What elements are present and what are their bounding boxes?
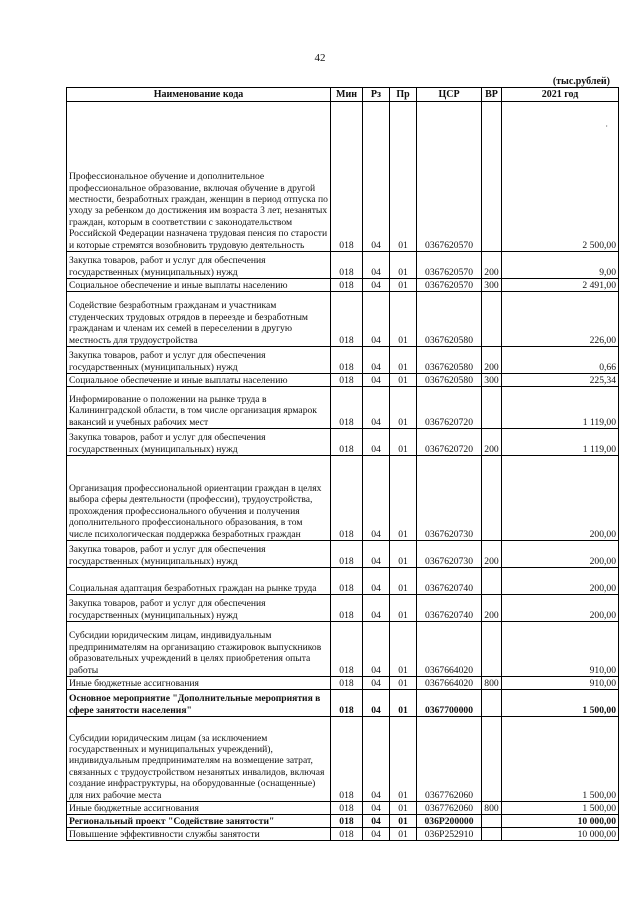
row-amount: 910,00 xyxy=(502,622,619,677)
row-csr: 036P252910 xyxy=(417,828,482,841)
row-vr xyxy=(482,717,502,802)
row-min: 018 xyxy=(331,717,363,802)
row-amount: 10 000,00 xyxy=(502,828,619,841)
row-amount: 10 000,00 xyxy=(502,815,619,828)
units-label: (тыс.рублей) xyxy=(552,76,610,87)
row-rz: 04 xyxy=(363,279,390,292)
table-row xyxy=(67,102,619,252)
row-min: 018 xyxy=(331,374,363,387)
row-min: 018 xyxy=(331,828,363,841)
row-name: Закупка товаров, работ и услуг для обеспечения государственных (муниципальных) нужд xyxy=(67,252,331,279)
row-vr xyxy=(482,456,502,541)
row-vr: 800 xyxy=(482,677,502,690)
row-amount: 1 500,00 xyxy=(502,717,619,802)
row-csr: 0367620740 xyxy=(417,568,482,595)
table-row xyxy=(67,717,619,802)
row-vr xyxy=(482,828,502,841)
row-vr xyxy=(482,690,502,717)
row-name: Закупка товаров, работ и услуг для обеспечения государственных (муниципальных) нужд xyxy=(67,541,331,568)
row-pr: 01 xyxy=(390,802,417,815)
row-rz: 04 xyxy=(363,815,390,828)
row-name: Закупка товаров, работ и услуг для обеспечения государственных (муниципальных) нужд xyxy=(67,347,331,374)
row-amount: 200,00 xyxy=(502,568,619,595)
header-csr: ЦСР xyxy=(417,88,482,102)
header-name: Наименование кода xyxy=(67,88,331,102)
row-name: Иные бюджетные ассигнования xyxy=(67,802,331,815)
row-name: Социальное обеспечение и иные выплаты населению xyxy=(67,374,331,387)
row-vr: 200 xyxy=(482,541,502,568)
row-csr: 0367620580 xyxy=(417,347,482,374)
row-pr: 01 xyxy=(390,292,417,347)
row-vr xyxy=(482,568,502,595)
table-row xyxy=(67,347,619,374)
row-pr: 01 xyxy=(390,541,417,568)
row-rz: 04 xyxy=(363,568,390,595)
row-csr: 0367620730 xyxy=(417,456,482,541)
row-amount: 200,00 xyxy=(502,456,619,541)
table-row xyxy=(67,456,619,541)
header-pr: Пр xyxy=(390,88,417,102)
row-csr: 0367620570 xyxy=(417,252,482,279)
row-rz: 04 xyxy=(363,690,390,717)
stray-mark: · xyxy=(605,122,608,131)
row-name: Субсидии юридическим лицам, индивидуальным предпринимателям на организацию стажировок выпускников образовательных учреждений в целях приобретения опыта работы xyxy=(67,622,331,677)
row-vr: 200 xyxy=(482,252,502,279)
row-min: 018 xyxy=(331,292,363,347)
table-row xyxy=(67,677,619,690)
row-pr: 01 xyxy=(390,387,417,429)
row-name: Социальное обеспечение и иные выплаты населению xyxy=(67,279,331,292)
row-name: Основное мероприятие "Дополнительные мероприятия в сфере занятости населения" xyxy=(67,690,331,717)
row-csr: 0367700000 xyxy=(417,690,482,717)
row-min: 018 xyxy=(331,815,363,828)
row-amount: 1 500,00 xyxy=(502,690,619,717)
row-name: Содействие безработным гражданам и участникам студенческих трудовых отрядов в переезде и безработным гражданам и членам их семей в переселении в другую местность для трудоустройства xyxy=(67,292,331,347)
row-min: 018 xyxy=(331,541,363,568)
row-pr: 01 xyxy=(390,252,417,279)
row-pr: 01 xyxy=(390,374,417,387)
row-name: Закупка товаров, работ и услуг для обеспечения государственных (муниципальных) нужд xyxy=(67,429,331,456)
row-min: 018 xyxy=(331,102,363,252)
row-rz: 04 xyxy=(363,541,390,568)
row-pr: 01 xyxy=(390,102,417,252)
row-csr: 0367620740 xyxy=(417,595,482,622)
row-amount: 225,34 xyxy=(502,374,619,387)
row-name: Региональный проект "Содействие занятости" xyxy=(67,815,331,828)
row-min: 018 xyxy=(331,456,363,541)
row-name: Иные бюджетные ассигнования xyxy=(67,677,331,690)
row-csr: 0367620580 xyxy=(417,292,482,347)
row-amount: 1 119,00 xyxy=(502,429,619,456)
table-row xyxy=(67,828,619,841)
row-pr: 01 xyxy=(390,429,417,456)
row-csr: 036P200000 xyxy=(417,815,482,828)
row-min: 018 xyxy=(331,622,363,677)
row-rz: 04 xyxy=(363,292,390,347)
row-rz: 04 xyxy=(363,102,390,252)
row-name: Профессиональное обучение и дополнительное профессиональное образование, включая обучение в другой местности, безработных граждан, женщин в период отпуска по уходу за ребенком до достижения им возраста 3 лет, незанятых граждан, которым в соответствии с законодательством Российской Федерации назначена трудовая пенсия по старости и которые стремятся возобновить трудовую деятельность xyxy=(67,102,331,252)
row-name: Повышение эффективности службы занятости xyxy=(67,828,331,841)
table-row xyxy=(67,622,619,677)
row-vr xyxy=(482,815,502,828)
row-vr: 800 xyxy=(482,802,502,815)
row-csr: 0367664020 xyxy=(417,622,482,677)
row-csr: 0367620730 xyxy=(417,541,482,568)
row-rz: 04 xyxy=(363,347,390,374)
row-amount: 0,66 xyxy=(502,347,619,374)
table-row xyxy=(67,568,619,595)
row-pr: 01 xyxy=(390,622,417,677)
row-csr: 0367620570 xyxy=(417,102,482,252)
row-csr: 0367620580 xyxy=(417,374,482,387)
table-row xyxy=(67,802,619,815)
row-min: 018 xyxy=(331,279,363,292)
row-min: 018 xyxy=(331,347,363,374)
row-amount: 2 500,00 xyxy=(502,102,619,252)
row-rz: 04 xyxy=(363,387,390,429)
row-vr: 300 xyxy=(482,279,502,292)
row-vr xyxy=(482,622,502,677)
row-vr: 200 xyxy=(482,429,502,456)
table-row xyxy=(67,815,619,828)
row-vr xyxy=(482,387,502,429)
row-pr: 01 xyxy=(390,279,417,292)
row-rz: 04 xyxy=(363,802,390,815)
row-pr: 01 xyxy=(390,815,417,828)
budget-table xyxy=(66,87,619,841)
table-header-row xyxy=(67,88,619,102)
row-amount: 1 500,00 xyxy=(502,802,619,815)
row-csr: 0367620720 xyxy=(417,429,482,456)
header-year: 2021 год xyxy=(502,88,619,102)
table-row xyxy=(67,690,619,717)
row-min: 018 xyxy=(331,677,363,690)
row-csr: 0367664020 xyxy=(417,677,482,690)
row-pr: 01 xyxy=(390,717,417,802)
row-min: 018 xyxy=(331,802,363,815)
row-rz: 04 xyxy=(363,717,390,802)
header-vr: ВР xyxy=(482,88,502,102)
table-row xyxy=(67,429,619,456)
table-row xyxy=(67,541,619,568)
row-amount: 226,00 xyxy=(502,292,619,347)
row-amount: 910,00 xyxy=(502,677,619,690)
row-pr: 01 xyxy=(390,456,417,541)
header-min: Мин xyxy=(331,88,363,102)
row-csr: 0367762060 xyxy=(417,802,482,815)
row-vr: 300 xyxy=(482,374,502,387)
row-rz: 04 xyxy=(363,595,390,622)
header-rz: Рз xyxy=(363,88,390,102)
row-rz: 04 xyxy=(363,456,390,541)
row-min: 018 xyxy=(331,568,363,595)
row-rz: 04 xyxy=(363,677,390,690)
row-amount: 200,00 xyxy=(502,541,619,568)
row-rz: 04 xyxy=(363,429,390,456)
row-name: Субсидии юридическим лицам (за исключением государственных и муниципальных учреждений), индивидуальным предпринимателям на возмещение затрат, связанных с трудоустройством незанятых инвалидов, включая создание инфраструктуры, на оборудованные (оснащенные) для них рабочие места xyxy=(67,717,331,802)
row-amount: 9,00 xyxy=(502,252,619,279)
row-csr: 0367620570 xyxy=(417,279,482,292)
row-min: 018 xyxy=(331,595,363,622)
row-pr: 01 xyxy=(390,595,417,622)
row-pr: 01 xyxy=(390,690,417,717)
row-rz: 04 xyxy=(363,374,390,387)
page-number: 42 xyxy=(314,52,326,64)
row-pr: 01 xyxy=(390,568,417,595)
table-row xyxy=(67,279,619,292)
row-vr: 200 xyxy=(482,347,502,374)
row-min: 018 xyxy=(331,252,363,279)
row-rz: 04 xyxy=(363,252,390,279)
row-vr: 200 xyxy=(482,595,502,622)
table-row xyxy=(67,374,619,387)
row-rz: 04 xyxy=(363,622,390,677)
table-row xyxy=(67,387,619,429)
row-rz: 04 xyxy=(363,828,390,841)
row-name: Информирование о положении на рынке труда в Калининградской области, в том числе организация ярмарок вакансий и учебных рабочих мест xyxy=(67,387,331,429)
row-csr: 0367620720 xyxy=(417,387,482,429)
table-row xyxy=(67,252,619,279)
row-vr xyxy=(482,102,502,252)
row-name: Социальная адаптация безработных граждан на рынке труда xyxy=(67,568,331,595)
table-row xyxy=(67,595,619,622)
row-min: 018 xyxy=(331,429,363,456)
row-name: Закупка товаров, работ и услуг для обеспечения государственных (муниципальных) нужд xyxy=(67,595,331,622)
row-min: 018 xyxy=(331,690,363,717)
row-name: Организация профессиональной ориентации граждан в целях выбора сферы деятельности (профессии), трудоустройства, прохождения профессионального обучения и получения дополнительного профессионального образования, в том числе психологическая поддержка безработных граждан xyxy=(67,456,331,541)
row-pr: 01 xyxy=(390,347,417,374)
row-amount: 2 491,00 xyxy=(502,279,619,292)
table-row xyxy=(67,292,619,347)
row-pr: 01 xyxy=(390,677,417,690)
row-amount: 1 119,00 xyxy=(502,387,619,429)
row-csr: 0367762060 xyxy=(417,717,482,802)
row-amount: 200,00 xyxy=(502,595,619,622)
row-min: 018 xyxy=(331,387,363,429)
row-pr: 01 xyxy=(390,828,417,841)
row-vr xyxy=(482,292,502,347)
